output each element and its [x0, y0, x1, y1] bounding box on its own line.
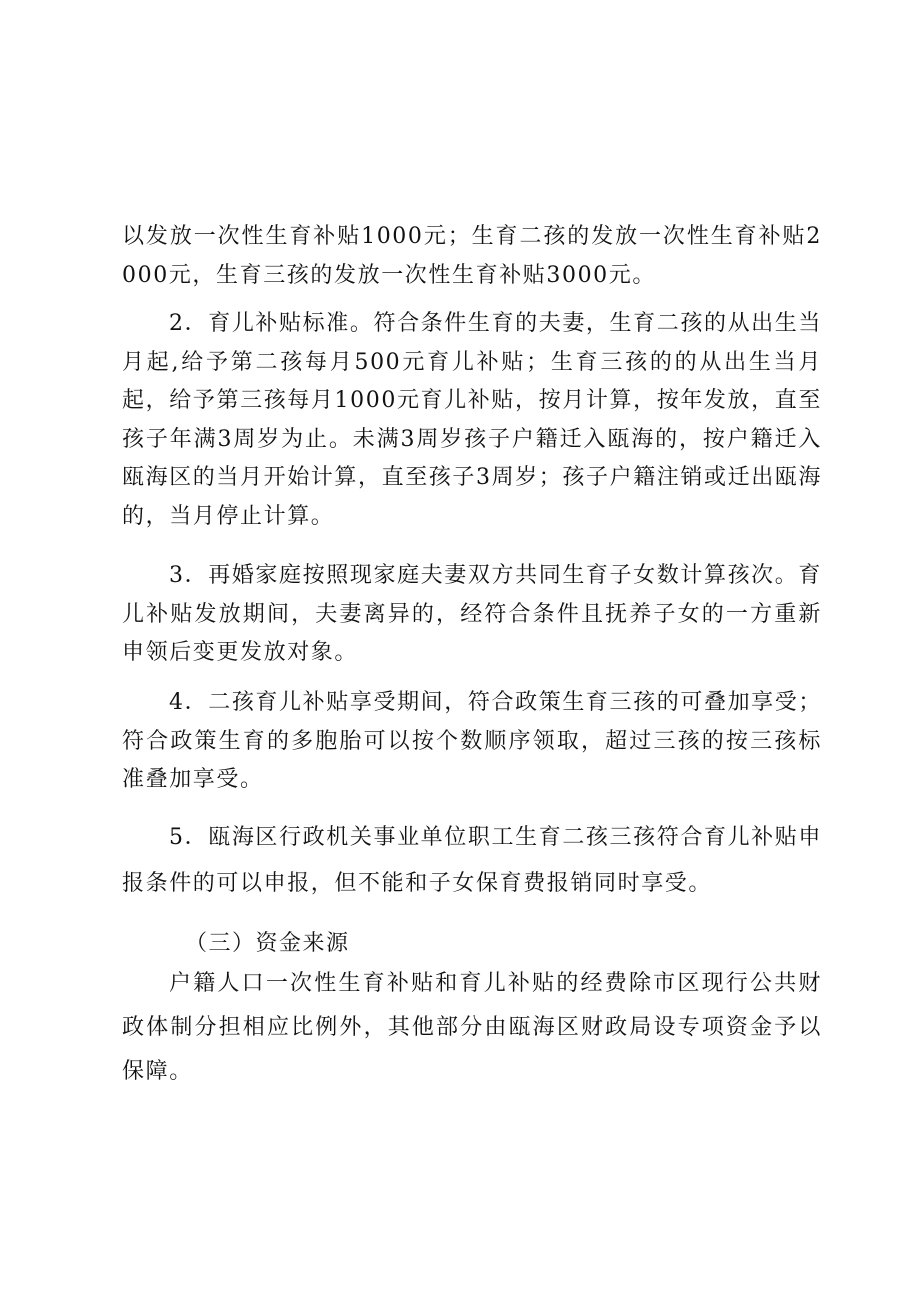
paragraph-remarried-families: 3．再婚家庭按照现家庭夫妻双方共同生育子女数计算孩次。育儿补贴发放期间，夫妻离异的，经符合条件且抚养子女的一方重新申领后变更发放对象。 [122, 563, 822, 665]
section-heading-funding-source: （三）资金来源 [185, 931, 350, 956]
paragraph-one-time-subsidy-continued: 以发放一次性生育补贴1000元；生育二孩的发放一次性生育补贴2000元，生育三孩的发放一次性生育补贴3000元。 [122, 224, 822, 288]
paragraph-cumulative-benefits: 4．二孩育儿补贴享受期间，符合政策生育三孩的可叠加享受；符合政策生育的多胞胎可以按个数顺序领取，超过三孩的按三孩标准叠加享受。 [122, 690, 822, 792]
paragraph-childcare-subsidy-standard: 2．育儿补贴标准。符合条件生育的夫妻，生育二孩的从出生当月起,给予第二孩每月500元育儿补贴；生育三孩的的从出生当月起，给予第三孩每月1000元育儿补贴，按月计算，按年发放，直至孩子年满3周岁为止。未满3周岁孩子户籍迁入瓯海的，按户籍迁入瓯海区的当月开始计算，直至孩子3周岁；孩子户籍注销或迁出瓯海的，当月停止计算。 [122, 311, 822, 529]
paragraph-civil-servant-employees: 5．瓯海区行政机关事业单位职工生育二孩三孩符合育儿补贴申报条件的可以申报，但不能和子女保育费报销同时享受。 [122, 825, 822, 896]
paragraph-funding-source: 户籍人口一次性生育补贴和育儿补贴的经费除市区现行公共财政体制分担相应比例外，其他部分由瓯海区财政局设专项资金予以保障。 [122, 971, 822, 1084]
